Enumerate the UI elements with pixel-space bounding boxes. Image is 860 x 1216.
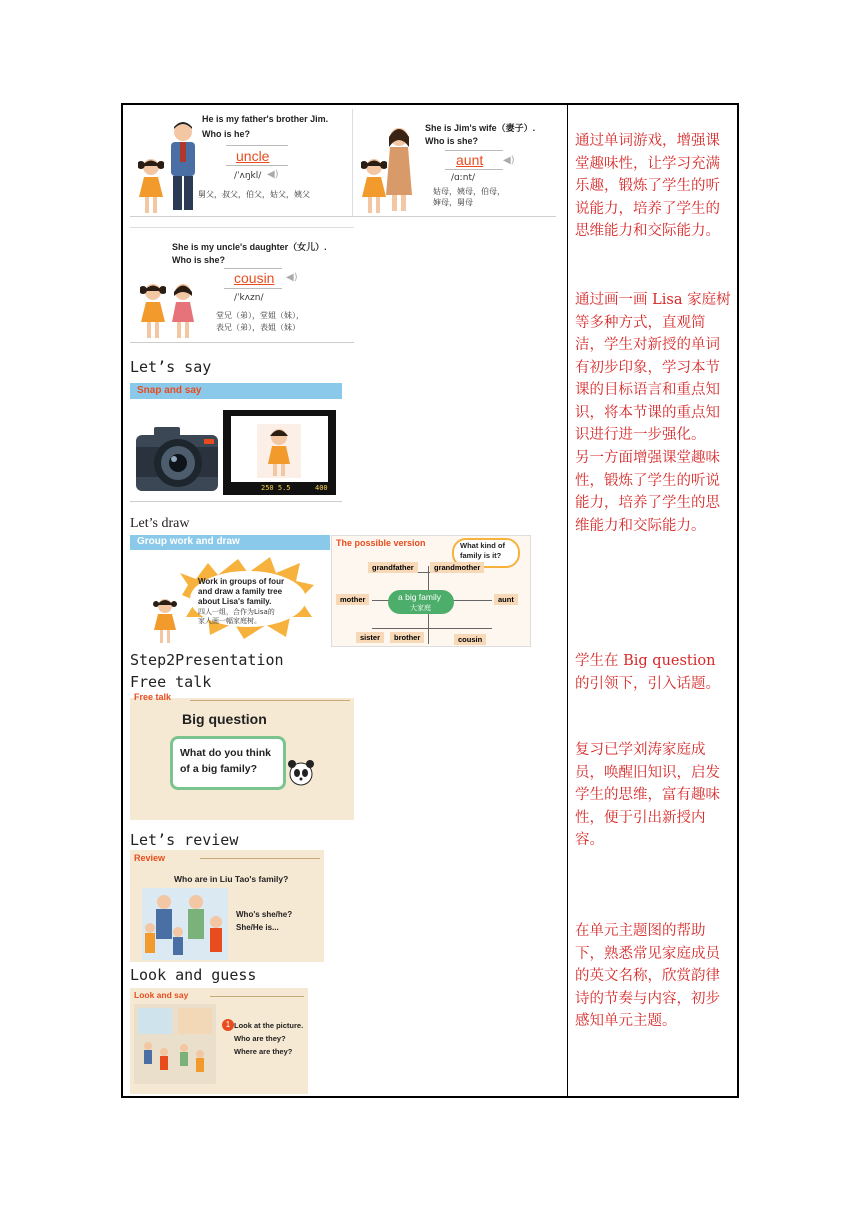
- review-title: Who are in Liu Tao's family?: [174, 874, 289, 884]
- cousin-figure: [170, 282, 196, 340]
- decor-string: [210, 996, 304, 997]
- girl-figure: [152, 597, 178, 645]
- decor-string: [190, 700, 350, 701]
- camera-icon: [134, 425, 220, 493]
- review-tab: Review: [134, 853, 166, 863]
- bubble-line-1: Work in groups of four: [198, 577, 285, 586]
- look-say-tab: Look and say: [134, 990, 189, 1000]
- cousin-meaning-2: 表兄（弟），表姐（妹）: [216, 323, 300, 332]
- woman-figure: [385, 125, 413, 213]
- uncle-meaning: 舅父，叔父，伯父，姑父，姨父: [198, 190, 310, 199]
- label-look-guess: Look and guess: [130, 966, 257, 984]
- scene-illustration: [134, 1004, 216, 1084]
- label-step2: Step2Presentation: [130, 651, 284, 669]
- aunt-phonetic: /ɑːnt/: [451, 173, 476, 183]
- possible-title: The possible version: [336, 538, 426, 548]
- girl-figure: [138, 157, 164, 215]
- panda-icon: [286, 758, 316, 788]
- vocab-card-uncle: [130, 109, 352, 217]
- line: [224, 288, 282, 289]
- girl-figure: [361, 157, 387, 215]
- girl-figure: [257, 424, 301, 478]
- cousin-phonetic: /ˈkʌzn/: [234, 293, 264, 303]
- family-illustration: [142, 888, 228, 960]
- note-game: 通过单词游戏，增强课堂趣味性，让学习充满乐趣，锻炼了学生的听说能力，培养了学生的思维能力和交际能力。: [575, 133, 720, 239]
- look-and-say-card: [130, 988, 308, 1094]
- vocab-card-cousin: [130, 227, 354, 343]
- aunt-question: Who is she?: [425, 136, 479, 146]
- note-review: 复习已学刘涛家庭成员，唤醒旧知识，启发学生的思维，富有趣味性，便于引出新授内容。: [575, 742, 720, 848]
- uncle-word: uncle: [236, 148, 270, 164]
- big-question-title: Big question: [182, 711, 267, 727]
- cousin-meaning-1: 堂兄（弟），堂姐（妹），: [216, 311, 304, 320]
- note-family-tree: 通过画一画 Lisa 家庭树等多种方式，直观简洁，学生对新授的单词有初步印象，学习本节课的目标语言和重点知识，将本节课的重点知识进行进一步强化。: [575, 292, 731, 443]
- look-say-line-3: Where are they?: [234, 1047, 293, 1056]
- speaker-icon[interactable]: ◀): [267, 169, 279, 180]
- tree-branch-low: [372, 628, 492, 629]
- aunt-meaning-1: 姑母，姨母，伯母，: [433, 187, 505, 196]
- lesson-table: [121, 103, 739, 1098]
- group-title: Group work and draw: [137, 536, 240, 547]
- line: [445, 150, 503, 151]
- label-free-talk: Free talk: [130, 673, 212, 691]
- cousin-sentence: She is my uncle's daughter（女儿）.: [172, 242, 327, 252]
- note-interest: 另一方面增强课堂趣味性，锻炼了学生的听说能力，培养了学生的思维能力和交际能力。: [575, 450, 720, 534]
- camera-readout-iso: 400: [315, 484, 328, 492]
- viewfinder: [223, 410, 336, 495]
- question-line-2: family is it?: [460, 551, 502, 560]
- cousin-question: Who is she?: [172, 255, 226, 265]
- bubble-line-2: and draw a family tree: [198, 587, 283, 596]
- snap-and-say-card: [130, 383, 342, 502]
- center-en: a big family: [398, 592, 441, 602]
- note-big-question: 学生在 Big question 的引领下，引入话题。: [575, 653, 720, 692]
- review-q1: Who's she/he?: [236, 910, 293, 919]
- line: [224, 268, 282, 269]
- camera-readout: 250 5.5: [261, 484, 291, 492]
- node-grandfather: grandfather: [368, 562, 418, 573]
- node-cousin: cousin: [454, 634, 486, 645]
- label-lets-draw: Let’s draw: [130, 516, 190, 531]
- girl-figure: [140, 282, 166, 340]
- look-say-line-2: Who are they?: [234, 1034, 286, 1043]
- label-lets-say: Let’s say: [130, 358, 212, 376]
- note-theme: 在单元主题图的帮助下，熟悉常见家庭成员的英文名称，欣赏韵律诗的节奏与内容，初步感知单元主题。: [575, 923, 720, 1029]
- question-line-1: What kind of: [460, 541, 505, 550]
- node-aunt: aunt: [494, 594, 518, 605]
- bubble-cn-2: 家人画一幅家庭树。: [198, 617, 261, 625]
- big-question-line-2: of a big family?: [180, 763, 258, 775]
- node-mother: mother: [336, 594, 369, 605]
- uncle-sentence: He is my father's brother Jim.: [202, 114, 329, 124]
- center-cn: 大家庭: [410, 604, 431, 612]
- line: [445, 169, 503, 170]
- speaker-icon[interactable]: ◀): [503, 155, 515, 166]
- speaker-icon[interactable]: ◀): [286, 272, 298, 283]
- big-question-card: [130, 692, 354, 820]
- node-grandmother: grandmother: [430, 562, 484, 573]
- uncle-phonetic: /ˈʌŋkl/: [234, 171, 262, 181]
- bubble-cn-1: 四人一组，合作为Lisa的: [198, 608, 275, 616]
- node-sister: sister: [356, 632, 384, 643]
- label-lets-review: Let’s review: [130, 831, 239, 849]
- column-divider: [567, 105, 568, 1096]
- free-talk-tab: Free talk: [134, 692, 172, 702]
- man-figure: [168, 121, 198, 213]
- cousin-word: cousin: [234, 270, 275, 286]
- aunt-sentence: She is Jim's wife（妻子）.: [425, 123, 536, 133]
- line: [226, 145, 288, 146]
- bubble-line-3: about Lisa's family.: [198, 597, 272, 606]
- line: [226, 165, 288, 166]
- step-number-badge: 1: [222, 1019, 234, 1031]
- possible-version-card: [331, 535, 531, 647]
- big-question-line-1: What do you think: [180, 747, 271, 759]
- decor-string: [200, 858, 320, 859]
- node-brother: brother: [390, 632, 424, 643]
- uncle-question: Who is he?: [202, 129, 250, 139]
- aunt-word: aunt: [456, 152, 484, 168]
- review-card: [130, 850, 324, 962]
- viewfinder-screen: [231, 416, 328, 482]
- snap-title-bar: [130, 383, 342, 399]
- vocab-card-aunt: [352, 109, 556, 217]
- look-say-line-1: Look at the picture.: [234, 1021, 304, 1030]
- group-work-card: [130, 535, 330, 647]
- aunt-meaning-2: 婶母，舅母: [433, 198, 473, 207]
- snap-title: Snap and say: [137, 385, 202, 396]
- group-title-bar: [130, 535, 330, 550]
- review-q2: She/He is...: [236, 923, 279, 932]
